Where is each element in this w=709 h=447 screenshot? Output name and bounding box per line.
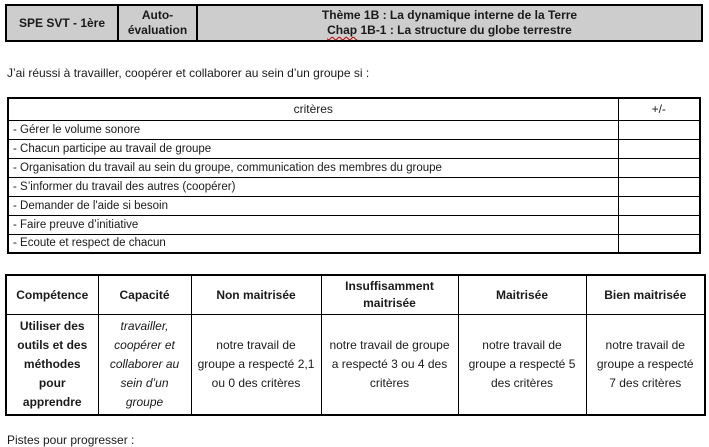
rubric-cell-capacite: travailler, coopérer et collaborer au sein d’un groupe [98,315,191,416]
rubric-cell-competence: Utiliser des outils et des méthodes pour apprendre [6,315,98,416]
theme-line1: Thème 1B : La dynamique interne de la Terre [321,8,578,22]
intro-sentence: J’ai réussi à travailler, coopérer et collaborer au sein d’un groupe si : [7,66,370,80]
rubric-cell-maitrisee: notre travail de groupe a respecté 5 des critères [458,315,586,416]
rubric-header-bien-maitrisee: Bien maitrisée [586,275,705,315]
criterion-label: - Ecoute et respect de chacun [8,234,618,253]
rubric-table [5,274,706,416]
criteria-row [8,177,700,196]
criteria-row [8,158,700,177]
criteria-row [8,215,700,234]
mark-input-cell[interactable] [618,196,700,215]
rubric-body-row [6,315,705,416]
criterion-label: - S’informer du travail des autres (coopérer) [8,177,618,196]
rubric-cell-insuffisamment-maitrisee: notre travail de groupe a respecté 3 ou 4 des critères [321,315,458,416]
mark-input-cell[interactable] [618,234,700,253]
criterion-label: - Gérer le volume sonore [8,120,618,139]
course-title: SPE SVT - 1ère [18,15,106,30]
mark-input-cell[interactable] [618,215,700,234]
criterion-label: - Faire preuve d’initiative [8,215,618,234]
mark-input-cell[interactable] [618,177,700,196]
course-title-cell [7,6,119,40]
chapter-rest: 1B-1 : La structure du globe terrestre [357,23,572,37]
mark-column-header: +/- [618,98,700,120]
criteria-header-row [8,98,700,120]
progress-hints-label: Pistes pour progresser : [7,433,135,447]
criteria-column-header: critères [8,98,618,120]
mark-input-cell[interactable] [618,158,700,177]
rubric-header-insuffisamment-maitrisee: Insuffisamment maitrisée [321,275,458,315]
rubric-cell-bien-maitrisee: notre travail de groupe a respecté 7 des critères [586,315,705,416]
rubric-header-maitrisee: Maitrisée [458,275,586,315]
criteria-row [8,196,700,215]
rubric-header-competence: Compétence [6,275,98,315]
eval-type-cell [119,6,198,40]
criteria-row [8,234,700,253]
header-banner-table [5,4,703,42]
rubric-header-capacite: Capacité [98,275,191,315]
mark-input-cell[interactable] [618,139,700,158]
criterion-label: - Demander de l'aide si besoin [8,196,618,215]
mark-input-cell[interactable] [618,120,700,139]
criteria-table [7,97,701,254]
criteria-row [8,139,700,158]
rubric-header-non-maitrisee: Non maitrisée [191,275,321,315]
criterion-label: - Chacun participe au travail de groupe [8,139,618,158]
theme-cell [198,6,701,40]
rubric-cell-non-maitrisee: notre travail de groupe a respecté 2,1 ou 0 des critères [191,315,321,416]
rubric-header-row [6,275,705,315]
criterion-label: - Organisation du travail au sein du groupe, communication des membres du groupe [8,158,618,177]
theme-line2 [327,23,572,38]
chapter-word-spellcheck: Chap [327,23,358,37]
eval-type-label: Auto-évaluation [127,8,188,37]
criteria-row [8,120,700,139]
